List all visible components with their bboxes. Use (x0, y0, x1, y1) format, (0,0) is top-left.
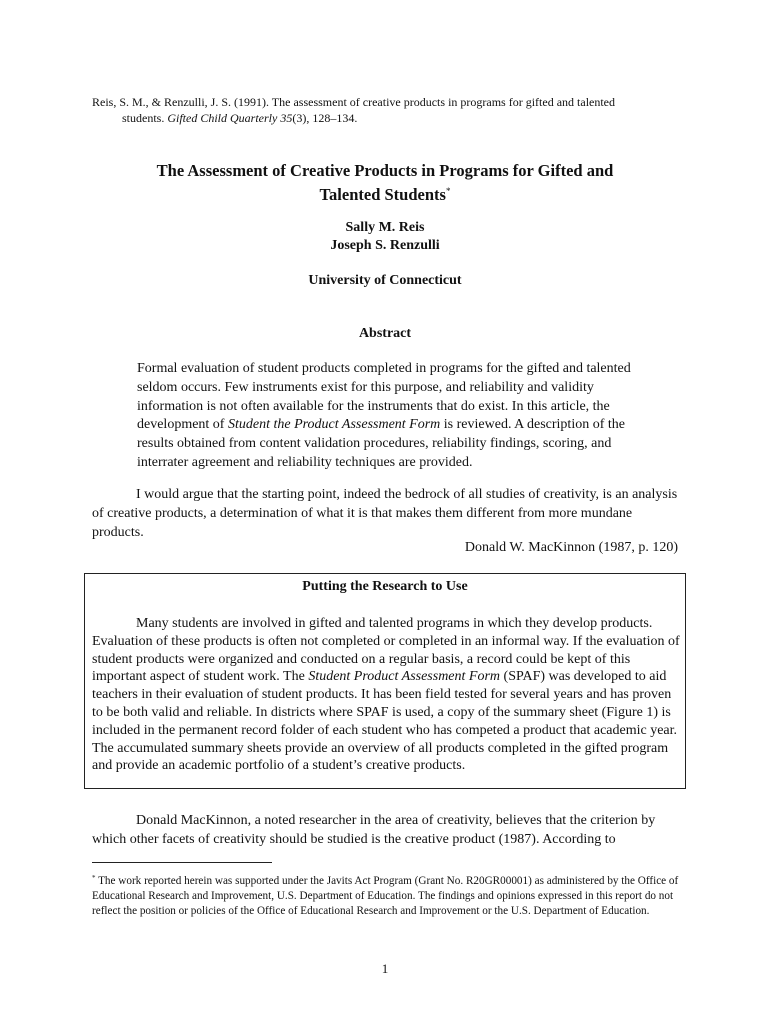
abstract-form-name: Student the Product Assessment Form (227, 417, 441, 433)
epigraph-quote: I would argue that the starting point, indeed the bedrock of all studies of creativity, is an analysis of creative products, a determination of what it is that makes them different from more mundane products. (92, 487, 678, 540)
footnote-divider (92, 862, 272, 863)
citation (92, 94, 692, 126)
footnote-text: The work reported herein was supported under the Javits Act Program (Grant No. R20GR00001) as administered by the Office of Educational Research and Improvement, U.S. Department of Education. The findings and opinions expressed in this report do not reflect the position or policies of the Office of Educational Research and Improvement or the U.S. Department of Education. (92, 875, 679, 917)
research-box-text-part-1: Many students are involved in gifted and talented programs in which they develop products. Evaluation of these products is often not completed or completed in an informal way. If the evaluation of student products were organized and conducted on a regular basis, a record could be kept of this important aspect of student work. The (92, 616, 680, 685)
abstract-heading: Abstract (358, 326, 412, 341)
epigraph (92, 486, 682, 542)
author-2: Joseph S. Renzulli (330, 238, 440, 253)
abstract-text-part-2: is reviewed. A description of the results obtained from content validation procedures, reliability findings, scoring, and interrater agreement and reliability techniques are provided. (137, 417, 625, 470)
body-paragraph: Donald MacKinnon, a noted researcher in the area of creativity, believes that the criterion by which other facets of creativity should be studied is the creative product (1987). According to (92, 813, 656, 847)
research-box-heading: Putting the Research to Use (302, 579, 468, 594)
footnote-mark: * (92, 874, 96, 882)
research-box-form-name: Student Product Assessment Form (308, 669, 501, 685)
epigraph-attribution: Donald W. MacKinnon (1987, p. 120) (464, 540, 678, 555)
citation-line-1: Reis, S. M., & Renzulli, J. S. (1991). The assessment of creative products in programs for gifted and talented (92, 95, 616, 109)
author-1: Sally M. Reis (345, 220, 425, 235)
title-line-2-text: Talented Students (319, 185, 446, 204)
title-footnote-mark: * (445, 186, 451, 196)
abstract-text (137, 360, 637, 473)
citation-line-2 (92, 110, 692, 126)
title-line-1: The Assessment of Creative Products in Programs for Gifted and (156, 161, 614, 180)
affiliation: University of Connecticut (308, 273, 462, 288)
research-box (84, 573, 686, 789)
citation-prefix: students. (122, 111, 168, 125)
page-number: 1 (381, 961, 389, 976)
author-list (0, 219, 770, 255)
footnote (92, 871, 682, 919)
abstract-text-part-1: Formal evaluation of student products completed in programs for the gifted and talented seldom occurs. Few instruments exist for this purpose, and reliability and validity information is not often available for the instruments that do exist. In this article, the development of (137, 361, 631, 433)
research-box-text (92, 615, 680, 775)
citation-suffix: (3), 128–134. (292, 111, 358, 125)
page-title (92, 160, 678, 205)
title-line-2 (92, 181, 678, 205)
citation-journal: Gifted Child Quarterly 35 (167, 111, 293, 125)
research-box-text-part-2: (SPAF) was developed to aid teachers in their evaluation of student products. It has been field tested for several years and has proven to be both valid and reliable. In districts where SPAF is used, a copy of the summary sheet (Figure 1) is included in the permanent record folder of each student who has competed a product that academic year. The accumulated summary sheets provide an overview of all products completed in the gifted program and provide an academic portfolio of a student’s creative products. (92, 669, 678, 774)
